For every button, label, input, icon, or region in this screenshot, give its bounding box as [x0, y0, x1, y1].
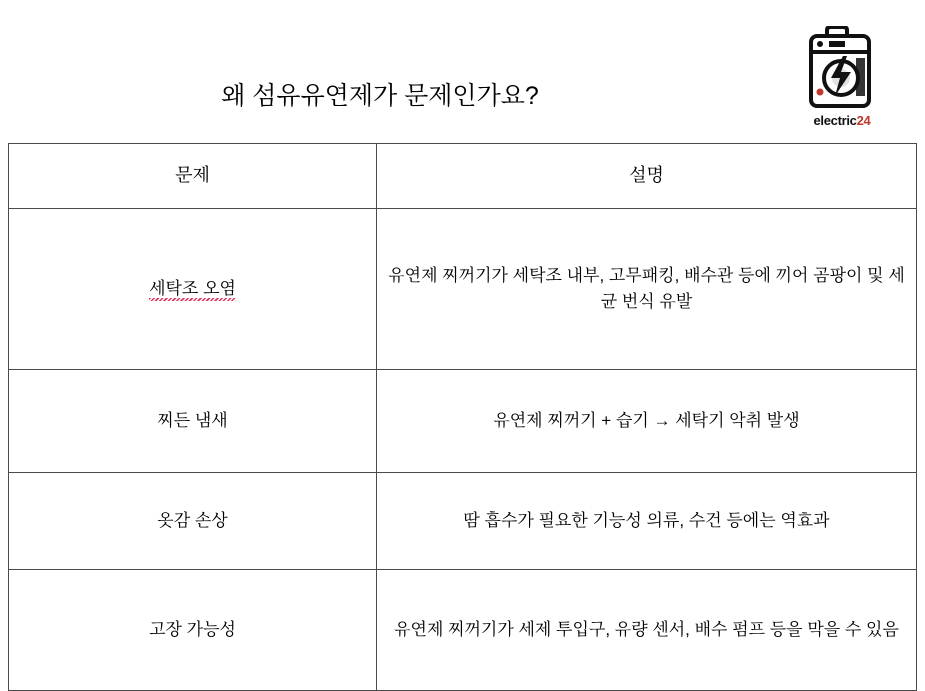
- cell-description: 유연제 찌꺼기가 세제 투입구, 유량 센서, 배수 펌프 등을 막을 수 있음: [377, 570, 917, 691]
- electric24-logo: [793, 26, 891, 130]
- logo-text-main: electric: [813, 113, 857, 128]
- cell-problem-text: 세탁조 오염: [149, 278, 236, 298]
- problems-table: [8, 143, 917, 691]
- column-header-description: 설명: [377, 144, 917, 209]
- cell-description: 땀 흡수가 필요한 기능성 의류, 수건 등에는 역효과: [377, 473, 917, 570]
- cell-problem: 찌든 냄새: [9, 370, 377, 473]
- table-row: [9, 370, 917, 473]
- cell-problem: 옷감 손상: [9, 473, 377, 570]
- table-header-row: [9, 144, 917, 209]
- table-row: [9, 570, 917, 691]
- problems-table-container: [8, 143, 916, 691]
- logo-text-accent: 24: [856, 113, 871, 128]
- cell-problem: 고장 가능성: [9, 570, 377, 691]
- cell-description: 유연제 찌꺼기가 세탁조 내부, 고무패킹, 배수관 등에 끼어 곰팡이 및 세균 번식 유발: [377, 209, 917, 370]
- page-title: 왜 섬유유연제가 문제인가요?: [221, 82, 539, 110]
- cell-problem: [9, 209, 377, 370]
- logo-wordmark: [793, 113, 891, 128]
- column-header-problem: 문제: [9, 144, 377, 209]
- table-row: [9, 473, 917, 570]
- cell-description: 유연제 찌꺼기 + 습기 → 세탁기 악취 발생: [377, 370, 917, 473]
- washing-machine-icon: [793, 26, 891, 112]
- table-row: [9, 209, 917, 370]
